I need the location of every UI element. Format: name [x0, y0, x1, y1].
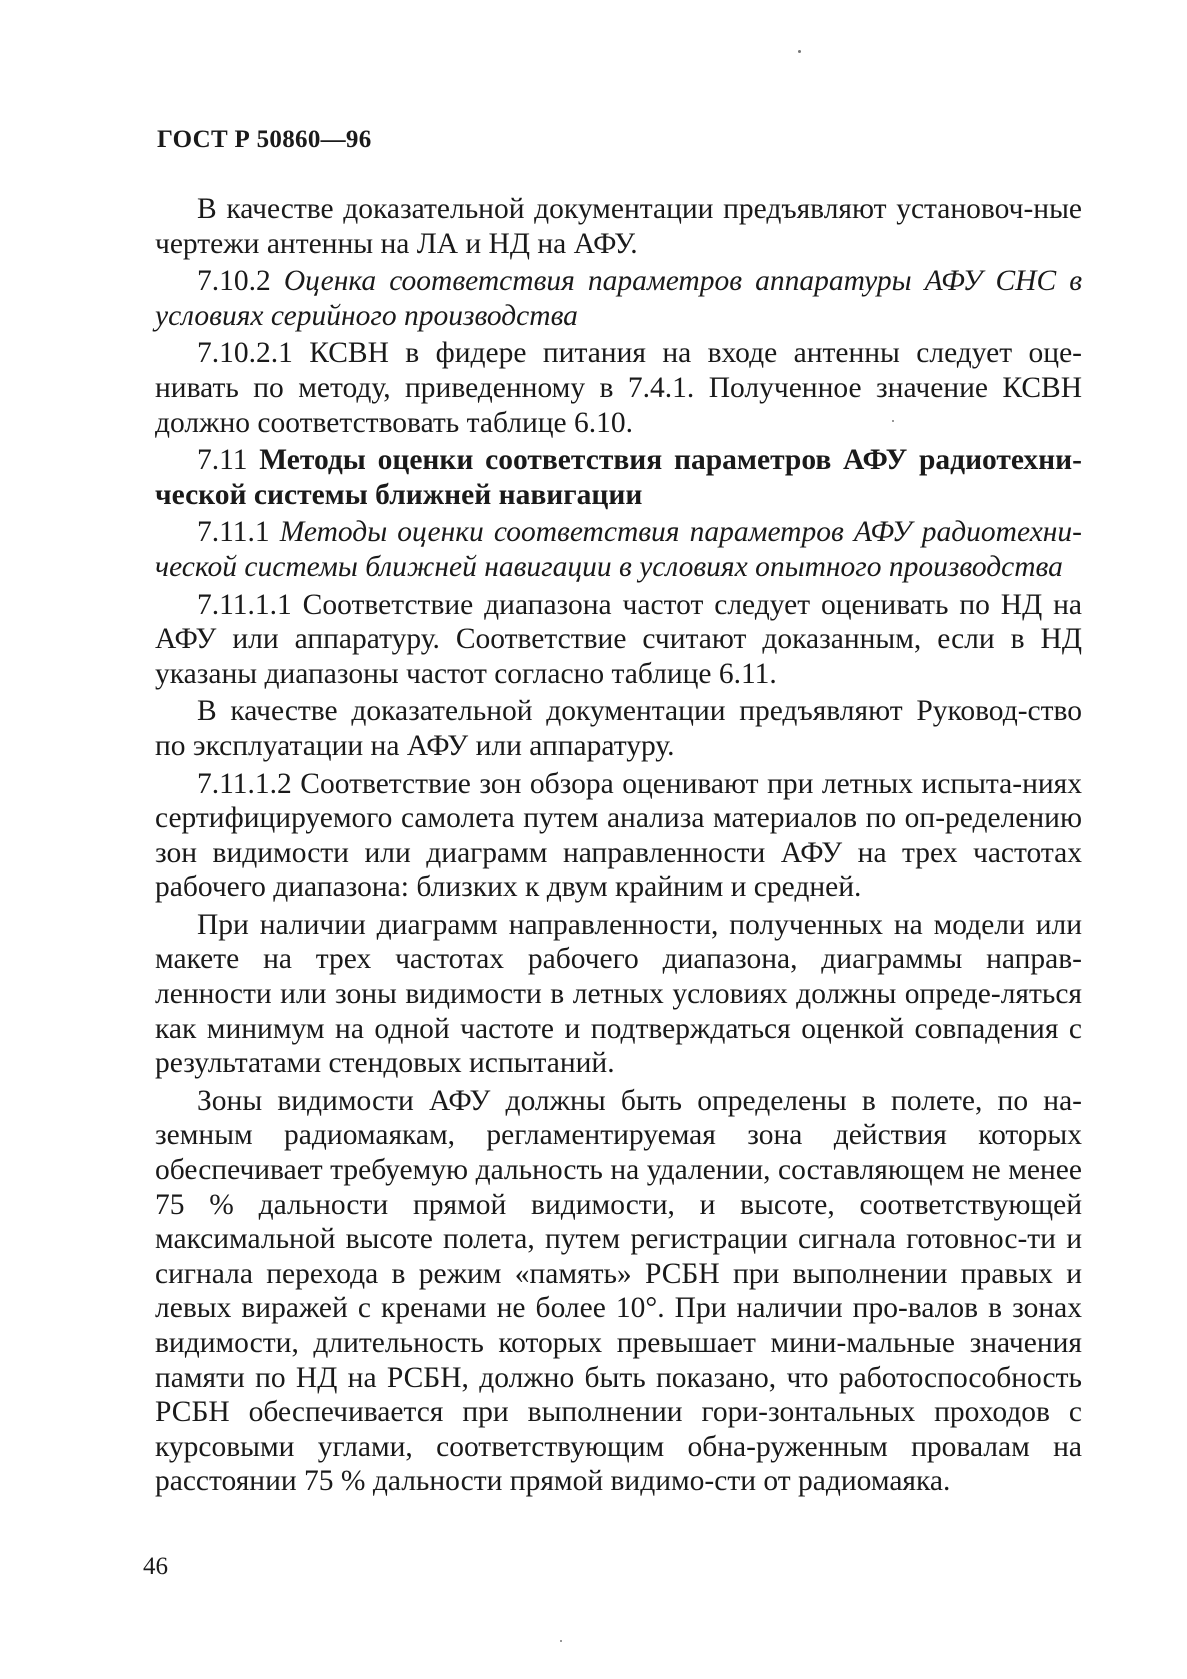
paragraph: В качестве доказательной документации предъявляют установоч-ные чертежи антенны на ЛА и НД на АФУ. [155, 193, 1082, 260]
paragraph: Зоны видимости АФУ должны быть определены в полете, по на-земным радиомаякам, регламентируемая зона действия которых обеспечивает требуемую дальность на удалении, составляющем не менее 75 % дальности прямой видимости, и высоте, соответствующей максимальной высоте полета, путем регистрации сигнала готовнос-ти и сигнала перехода в режим «память» РСБН при выполнении правых и левых виражей с кренами не более 10°. При наличии про-валов в зонах видимости, длительность которых превышает мини-мальные значения памяти по НД на РСБН, должно быть показано, что работоспособность РСБН обеспечивается при выполнении гори-зонтальных проходов с курсовыми углами, соответствующим обна-руженным провалам на расстоянии 75 % дальности прямой видимо-сти от радиомаяка. [155, 1084, 1082, 1498]
subsection-heading-7-10-2 [155, 264, 1082, 333]
document-header: ГОСТ Р 50860—96 [157, 126, 372, 153]
section-number: 7.11 [197, 444, 248, 477]
section-number: 7.11.1 [197, 516, 270, 549]
scan-speck [798, 50, 801, 53]
paragraph: 7.11.1.1 Соответствие диапазона частот следует оценивать по НД на АФУ или аппаратуру. Соответствие считают доказанным, если в НД указаны диапазоны частот согласно таблице 6.11. [155, 588, 1082, 690]
paragraph: При наличии диаграмм направленности, полученных на модели или макете на трех частотах рабочего диапазона, диаграммы направ-ленности или зоны видимости в летных условиях должны опреде-ляться как минимум на одной частоте и подтверждаться оценкой совпадения с результатами стендовых испытаний. [155, 908, 1082, 1080]
paragraph: В качестве доказательной документации предъявляют Руковод-ство по эксплуатации на АФУ или аппаратуру. [155, 695, 1082, 762]
subsection-heading-7-11-1 [155, 515, 1082, 584]
section-title: Методы оценки соответствия параметров АФУ радиотехни-ческой системы ближней навигации в условиях опытного производства [155, 516, 1082, 583]
page-number: 46 [143, 1553, 168, 1580]
document-body [155, 192, 1082, 1502]
section-number: 7.10.2 [197, 265, 271, 298]
paragraph: 7.10.2.1 КСВН в фидере питания на входе антенны следует оце-нивать по методу, приведенному в 7.4.1. Полученное значение КСВН должно соответствовать таблице 6.10. [155, 337, 1082, 439]
section-heading-7-11 [155, 443, 1082, 512]
paragraph: 7.11.1.2 Соответствие зон обзора оценивают при летных испыта-ниях сертифицируемого самолета путем анализа материалов по оп-ределению зон видимости или диаграмм направленности АФУ на трех частотах рабочего диапазона: близких к двум крайним и средней. [155, 767, 1082, 904]
scan-speck [560, 1640, 562, 1642]
section-title: Оценка соответствия параметров аппаратуры АФУ СНС в условиях серийного производства [155, 265, 1083, 332]
section-title: Методы оценки соответствия параметров АФУ радиотехни-ческой системы ближней навигации [155, 444, 1082, 511]
